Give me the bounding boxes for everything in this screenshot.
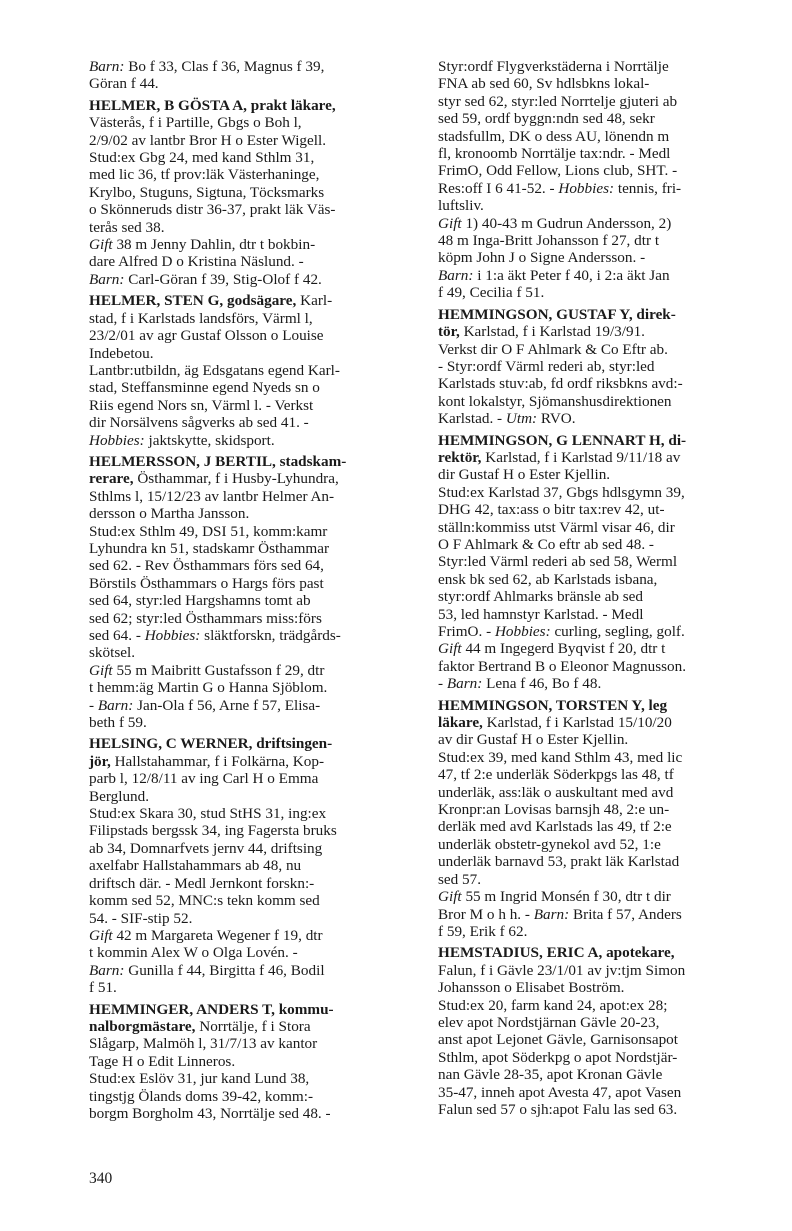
text-line xyxy=(89,488,421,505)
text-run: Lyhundra kn 51, stadskamr Östhammar xyxy=(89,539,330,557)
text-run: Falun, f i Gävle 23/1/01 av jv:tjm Simon xyxy=(438,961,686,979)
field-label: Barn: xyxy=(533,905,570,923)
field-label: Hobbies: xyxy=(144,627,201,644)
text-line xyxy=(438,75,770,92)
text-line xyxy=(438,606,770,623)
text-line xyxy=(438,623,770,640)
text-line xyxy=(438,197,770,214)
text-run: Kronpr:an Lovisas barnsjh 48, 2:e un- xyxy=(438,801,670,819)
text-run: sed 62; styr:led Östhammars miss:förs xyxy=(89,609,322,627)
text-line xyxy=(438,393,770,410)
text-run: FNA ab sed 60, Sv hdlsbkns lokal- xyxy=(438,75,650,93)
text-line xyxy=(89,75,421,92)
entry-heading: HELMERSSON, J BERTIL, stadskam- xyxy=(89,452,347,470)
text-run: Stud:ex 39, med kand Sthlm 43, med lic xyxy=(438,748,683,766)
text-run: Göran f 44. xyxy=(89,75,159,93)
text-run: kont lokalstyr, Sjömanshusdirektionen xyxy=(438,392,672,410)
text-line xyxy=(438,432,770,449)
text-run: 2/9/02 av lantbr Bror H o Ester Wigell. xyxy=(89,131,326,149)
text-run: 48 m Inga-Britt Johansson f 27, dtr t xyxy=(438,232,660,250)
text-line xyxy=(438,162,770,179)
text-run: dir Norsälvens sågverks ab sed 41. - xyxy=(89,414,309,432)
text-line xyxy=(89,962,421,979)
text-line xyxy=(89,592,421,609)
text-run: Tage H o Edit Linneros. xyxy=(89,1052,236,1070)
text-run: med lic 36, tf prov:läk Västerhaninge, xyxy=(89,166,320,184)
field-label: Barn: xyxy=(89,270,125,288)
text-run: f 51. xyxy=(89,979,117,997)
text-line xyxy=(438,375,770,392)
text-run: styr sed 62, styr:led Norrtelje gjuteri ab xyxy=(438,92,678,110)
text-line xyxy=(89,875,421,892)
text-line xyxy=(438,888,770,905)
text-line xyxy=(438,923,770,940)
text-run: borgm Borgholm 43, Norrtälje sed 48. - xyxy=(89,1104,331,1122)
text-run: Stud:ex Skara 30, stud StHS 31, ing:ex xyxy=(89,805,327,823)
text-run: Slågarp, Malmöh l, 31/7/13 av kantor xyxy=(89,1035,318,1053)
text-line xyxy=(438,818,770,835)
text-run: 42 m Margareta Wegener f 19, dtr xyxy=(112,926,323,944)
text-line xyxy=(89,697,421,714)
field-label: Hobbies: xyxy=(89,431,145,449)
text-line xyxy=(438,1066,770,1083)
text-run: Brita f 57, Anders xyxy=(569,905,682,923)
bio-entry xyxy=(438,58,770,302)
text-line xyxy=(89,201,421,218)
text-run: Östhammar, f i Husby-Lyhundra, xyxy=(133,470,339,488)
text-run: 47, tf 2:e underläk Söderkpgs las 48, tf xyxy=(438,766,674,784)
text-line xyxy=(438,588,770,605)
entry-heading: rektör, xyxy=(438,448,482,466)
text-run: 1) 40-43 m Gudrun Andersson, 2) xyxy=(461,214,672,232)
text-line xyxy=(438,836,770,853)
text-run: 53, led hamnstyr Karlstad. - Medl xyxy=(438,605,644,623)
text-line xyxy=(438,484,770,501)
text-line xyxy=(438,306,770,323)
text-line xyxy=(438,784,770,801)
text-run: dir Gustaf H o Ester Kjellin. xyxy=(438,466,611,484)
text-run: Bror M o h h. - xyxy=(438,905,534,923)
text-run: Börstils Östhammars o Hargs förs past xyxy=(89,574,324,592)
text-run: dare Alfred D o Kristina Näslund. - xyxy=(89,253,304,271)
text-line xyxy=(89,1053,421,1070)
field-label: Barn: xyxy=(89,58,125,75)
field-label: Barn: xyxy=(438,266,474,284)
text-run: dersson o Martha Jansson. xyxy=(89,505,250,523)
text-line xyxy=(89,97,421,114)
text-line xyxy=(89,679,421,696)
text-line xyxy=(438,997,770,1014)
bio-entry xyxy=(89,1001,421,1123)
text-line xyxy=(89,414,421,431)
text-run: f 59, Erik f 62. xyxy=(438,922,528,940)
field-label: Hobbies: xyxy=(558,179,615,197)
text-run: ensk bk sed 62, ab Karlstads isbana, xyxy=(438,570,658,588)
entry-heading: HEMMINGSON, GUSTAF Y, direk- xyxy=(438,305,676,323)
text-run: Stud:ex Gbg 24, med kand Sthlm 31, xyxy=(89,149,315,167)
text-run: Styr:ordf Flygverkstäderna i Norrtälje xyxy=(438,58,669,75)
text-run: stadsfullm, DK o dess AU, lönendn m xyxy=(438,127,670,145)
text-line xyxy=(438,714,770,731)
text-run: derläk med avd Karlstads las 49, tf 2:e xyxy=(438,818,672,836)
bio-entry xyxy=(438,306,770,428)
text-run: Hallstahammar, f i Folkärna, Kop- xyxy=(110,752,325,770)
text-run: Stud:ex Eslöv 31, jur kand Lund 38, xyxy=(89,1070,310,1088)
bio-entry xyxy=(89,292,421,449)
text-run: luftsliv. xyxy=(438,197,484,215)
text-line xyxy=(438,501,770,518)
text-line xyxy=(89,362,421,379)
text-line xyxy=(89,1001,421,1018)
text-line xyxy=(89,610,421,627)
text-run: Krylbo, Stuguns, Sigtuna, Töcksmarks xyxy=(89,183,325,201)
text-line xyxy=(89,822,421,839)
text-line xyxy=(89,379,421,396)
field-label: Hobbies: xyxy=(494,623,551,640)
text-run: fl, kronoomb Norrtälje tax:ndr. - Medl xyxy=(438,145,671,163)
text-run: - xyxy=(438,675,447,693)
field-label: Gift xyxy=(89,661,113,679)
text-run: 55 m Maibritt Gustafsson f 29, dtr xyxy=(112,661,325,679)
text-run: t kommin Alex W o Olga Lovén. - xyxy=(89,944,298,962)
text-run: av dir Gustaf H o Ester Kjellin. xyxy=(438,731,629,749)
bio-entry xyxy=(89,58,421,93)
text-run: Stud:ex Karlstad 37, Gbgs hdlsgymn 39, xyxy=(438,483,685,501)
text-run: Indebetou. xyxy=(89,344,154,362)
entry-heading: läkare, xyxy=(438,714,483,732)
text-run: Berglund. xyxy=(89,787,150,805)
text-run: Styr:led Värml rederi ab sed 58, Werml xyxy=(438,553,678,571)
text-run: nan Gävle 28-35, apot Kronan Gävle xyxy=(438,1066,663,1084)
field-label: Gift xyxy=(438,214,462,232)
text-run: 54. - SIF-stip 52. xyxy=(89,909,193,927)
text-line xyxy=(438,128,770,145)
bio-entry xyxy=(438,697,770,941)
text-run: 55 m Ingrid Monsén f 30, dtr t dir xyxy=(461,888,671,906)
text-line xyxy=(89,644,421,661)
text-line xyxy=(89,219,421,236)
text-run: Stud:ex Sthlm 49, DSI 51, komm:kamr xyxy=(89,522,328,540)
text-run: Gunilla f 44, Birgitta f 46, Bodil xyxy=(124,961,325,979)
text-run: anst apot Lejonet Gävle, Garnisonsapot xyxy=(438,1031,678,1049)
text-line xyxy=(438,410,770,427)
text-line xyxy=(438,697,770,714)
text-line xyxy=(438,358,770,375)
text-line xyxy=(438,766,770,783)
text-line xyxy=(438,232,770,249)
text-line xyxy=(89,345,421,362)
text-line xyxy=(438,93,770,110)
text-run: Riis egend Nors sn, Värml l. - Verkst xyxy=(89,396,314,414)
text-line xyxy=(89,470,421,487)
text-run: RVO. xyxy=(537,410,576,428)
text-run: t hemm:äg Martin G o Hanna Sjöblom. xyxy=(89,679,328,697)
text-run: Karlstad, f i Karlstad 9/11/18 av xyxy=(481,448,681,466)
text-line xyxy=(89,753,421,770)
text-line xyxy=(438,58,770,75)
text-line xyxy=(89,735,421,752)
text-run: Jan-Ola f 56, Arne f 57, Elisa- xyxy=(133,696,321,714)
text-run: Karlstad, f i Karlstad 19/3/91. xyxy=(459,323,645,341)
text-run: FrimO. - xyxy=(438,623,495,640)
text-line xyxy=(438,571,770,588)
text-run: ab 34, Domnarfvets jernv 44, driftsing xyxy=(89,839,323,857)
text-line xyxy=(89,292,421,309)
text-run: Filipstads bergssk 34, ing Fagersta bruks xyxy=(89,822,337,840)
text-line xyxy=(89,1018,421,1035)
text-line xyxy=(438,110,770,127)
text-line xyxy=(89,236,421,253)
text-line xyxy=(438,1014,770,1031)
entry-heading: tör, xyxy=(438,323,460,341)
text-run: Karlstad, f i Karlstad 15/10/20 xyxy=(482,714,672,732)
text-line xyxy=(438,1049,770,1066)
text-line xyxy=(89,149,421,166)
text-line xyxy=(438,1084,770,1101)
text-line xyxy=(438,749,770,766)
text-line xyxy=(89,1070,421,1087)
text-run: - Styr:ordf Värml rederi ab, styr:led xyxy=(438,357,655,375)
text-run: stad, f i Karlstads landsförs, Värml l, xyxy=(89,309,313,327)
text-line xyxy=(438,731,770,748)
text-run: sed 64. - xyxy=(89,627,145,644)
bio-entry xyxy=(438,432,770,693)
text-run: o Skönneruds distr 36-37, prakt läk Väs- xyxy=(89,201,336,219)
text-run: beth f 59. xyxy=(89,714,147,732)
text-run: terås sed 38. xyxy=(89,218,165,236)
text-line xyxy=(438,658,770,675)
text-line xyxy=(89,166,421,183)
entry-heading: HEMMINGER, ANDERS T, kommu- xyxy=(89,1000,334,1018)
text-line xyxy=(89,910,421,927)
text-line xyxy=(89,714,421,731)
text-run: köpm John J o Signe Andersson. - xyxy=(438,249,646,267)
text-line xyxy=(89,58,421,75)
text-line xyxy=(89,662,421,679)
text-line xyxy=(89,1088,421,1105)
text-line xyxy=(89,505,421,522)
text-line xyxy=(89,114,421,131)
text-line xyxy=(438,962,770,979)
right-column xyxy=(438,58,770,1122)
text-line xyxy=(89,805,421,822)
text-line xyxy=(438,341,770,358)
field-label: Barn: xyxy=(89,961,125,979)
left-column xyxy=(89,58,421,1126)
text-run: f 49, Cecilia f 51. xyxy=(438,284,545,302)
text-line xyxy=(438,853,770,870)
text-run: jaktskytte, skidsport. xyxy=(144,431,275,449)
text-line xyxy=(89,1105,421,1122)
text-line xyxy=(438,249,770,266)
text-line xyxy=(438,449,770,466)
text-line xyxy=(438,145,770,162)
text-run: Carl-Göran f 39, Stig-Olof f 42. xyxy=(124,270,322,288)
text-line xyxy=(438,675,770,692)
entry-heading: HELMER, STEN G, godsägare, xyxy=(89,292,297,310)
text-line xyxy=(89,788,421,805)
text-run: - xyxy=(89,696,98,714)
text-line xyxy=(438,536,770,553)
text-line xyxy=(89,523,421,540)
text-line xyxy=(89,575,421,592)
text-run: FrimO, Odd Fellow, Lions club, SHT. - xyxy=(438,162,678,180)
text-run: underläk, ass:läk o auskultant med avd xyxy=(438,783,674,801)
text-line xyxy=(89,892,421,909)
field-label: Utm: xyxy=(505,410,538,428)
entry-heading: HEMMINGSON, G LENNART H, di- xyxy=(438,431,687,449)
text-run: faktor Bertrand B o Eleonor Magnusson. xyxy=(438,657,687,675)
text-run: styr:ordf Ahlmarks bränsle ab sed xyxy=(438,588,643,606)
text-line xyxy=(438,267,770,284)
text-run: Karl- xyxy=(296,292,333,310)
text-line xyxy=(438,871,770,888)
text-run: O F Ahlmark & Co eftr ab sed 48. - xyxy=(438,535,654,553)
text-run: axelfabr Hallstahammars ab 48, nu xyxy=(89,857,302,875)
text-run: underläk obstetr-gynekol avd 52, 1:e xyxy=(438,835,661,853)
text-run: Stud:ex 20, farm kand 24, apot:ex 28; xyxy=(438,996,668,1014)
text-line xyxy=(89,271,421,288)
text-line xyxy=(89,132,421,149)
text-run: Sthlm, apot Söderkpg o apot Nordstjär- xyxy=(438,1048,678,1066)
text-line xyxy=(89,540,421,557)
text-line xyxy=(89,310,421,327)
entry-heading: HELSING, C WERNER, driftsingen- xyxy=(89,735,333,753)
text-run: Karlstads stuv:ab, fd ordf riksbkns avd:- xyxy=(438,375,683,393)
entry-heading: nalborgmästare, xyxy=(89,1017,196,1035)
text-run: i 1:a äkt Peter f 40, i 2:a äkt Jan xyxy=(473,266,670,284)
bio-entry xyxy=(89,735,421,996)
text-run: driftsch där. - Medl Jernkont forskn:- xyxy=(89,874,315,892)
text-line xyxy=(89,453,421,470)
bio-entry xyxy=(438,944,770,1118)
text-line xyxy=(89,557,421,574)
field-label: Gift xyxy=(89,236,113,254)
field-label: Barn: xyxy=(446,675,483,693)
text-line xyxy=(89,979,421,996)
text-line xyxy=(438,519,770,536)
text-line xyxy=(438,215,770,232)
text-run: tennis, fri- xyxy=(614,179,682,197)
text-run: sed 57. xyxy=(438,870,482,888)
text-run: Johansson o Elisabet Boström. xyxy=(438,979,625,997)
entry-heading: HELMER, B GÖSTA A, prakt läkare, xyxy=(89,96,336,114)
text-line xyxy=(438,284,770,301)
text-run: Lantbr:utbildn, äg Edsgatans egend Karl- xyxy=(89,361,340,379)
text-line xyxy=(438,180,770,197)
entry-heading: HEMMINGSON, TORSTEN Y, leg xyxy=(438,696,668,714)
field-label: Gift xyxy=(89,926,113,944)
text-line xyxy=(89,432,421,449)
text-run: curling, segling, golf. xyxy=(550,623,685,640)
field-label: Gift xyxy=(438,640,462,658)
page-number: 340 xyxy=(89,1170,113,1187)
text-run: parb l, 12/8/11 av ing Carl H o Emma xyxy=(89,770,319,788)
text-run: Norrtälje, f i Stora xyxy=(195,1017,311,1035)
text-line xyxy=(438,801,770,818)
text-run: Karlstad. - xyxy=(438,410,506,428)
text-line xyxy=(438,553,770,570)
text-run: sed 59, ordf byggn:ndn sed 48, sekr xyxy=(438,110,655,128)
text-line xyxy=(89,253,421,270)
text-run: underläk barnavd 53, prakt läk Karlstad xyxy=(438,853,680,871)
text-line xyxy=(89,1035,421,1052)
text-line xyxy=(89,184,421,201)
text-run: Sthlms l, 15/12/23 av lantbr Helmer An- xyxy=(89,487,335,505)
text-run: Lena f 46, Bo f 48. xyxy=(482,675,602,693)
text-run: skötsel. xyxy=(89,644,135,662)
text-run: 44 m Ingegerd Byqvist f 20, dtr t xyxy=(461,640,666,658)
entry-heading: HEMSTADIUS, ERIC A, apotekare, xyxy=(438,944,675,962)
text-run: elev apot Nordstjärnan Gävle 20-23, xyxy=(438,1013,660,1031)
text-line xyxy=(438,1101,770,1118)
bio-entry xyxy=(89,97,421,288)
text-line xyxy=(89,397,421,414)
field-label: Gift xyxy=(438,888,462,906)
text-run: Verkst dir O F Ahlmark & Co Eftr ab. xyxy=(438,340,668,358)
text-line xyxy=(438,979,770,996)
text-run: stad, Steffansminne egend Nyeds sn o xyxy=(89,379,320,397)
text-line xyxy=(89,927,421,944)
entry-heading: rerare, xyxy=(89,470,134,488)
entry-heading: jör, xyxy=(89,752,111,770)
text-line xyxy=(89,944,421,961)
text-line xyxy=(438,466,770,483)
text-line xyxy=(438,1031,770,1048)
text-run: Västerås, f i Partille, Gbgs o Boh l, xyxy=(89,114,302,132)
text-line xyxy=(438,944,770,961)
text-line xyxy=(89,627,421,644)
text-line xyxy=(438,640,770,657)
text-run: sed 62. - Rev Östhammars förs sed 64, xyxy=(89,557,324,575)
text-line xyxy=(89,770,421,787)
text-run: DHG 42, tax:ass o bitr tax:rev 42, ut- xyxy=(438,501,665,519)
text-run: komm sed 52, MNC:s tekn komm sed xyxy=(89,892,320,910)
text-run: sed 64, styr:led Hargshamns tomt ab xyxy=(89,592,311,610)
text-line xyxy=(438,906,770,923)
text-line xyxy=(89,840,421,857)
text-run: 35-47, inneh apot Avesta 47, apot Vasen xyxy=(438,1083,682,1101)
text-run: släktforskn, trädgårds- xyxy=(200,627,341,644)
text-line xyxy=(89,327,421,344)
text-run: 23/2/01 av agr Gustaf Olsson o Louise xyxy=(89,327,324,345)
text-run: ställn:kommiss utst Värml visar 46, dir xyxy=(438,518,675,536)
field-label: Barn: xyxy=(97,696,134,714)
text-run: Bo f 33, Clas f 36, Magnus f 39, xyxy=(124,58,325,75)
text-run: Res:off I 6 41-52. - xyxy=(438,179,559,197)
text-line xyxy=(89,857,421,874)
text-run: Falun sed 57 o sjh:apot Falu las sed 63. xyxy=(438,1100,678,1118)
text-run: tingstjg Ölands doms 39-42, komm:- xyxy=(89,1087,314,1105)
text-line xyxy=(438,323,770,340)
bio-entry xyxy=(89,453,421,732)
text-run: 38 m Jenny Dahlin, dtr t bokbin- xyxy=(112,236,316,254)
